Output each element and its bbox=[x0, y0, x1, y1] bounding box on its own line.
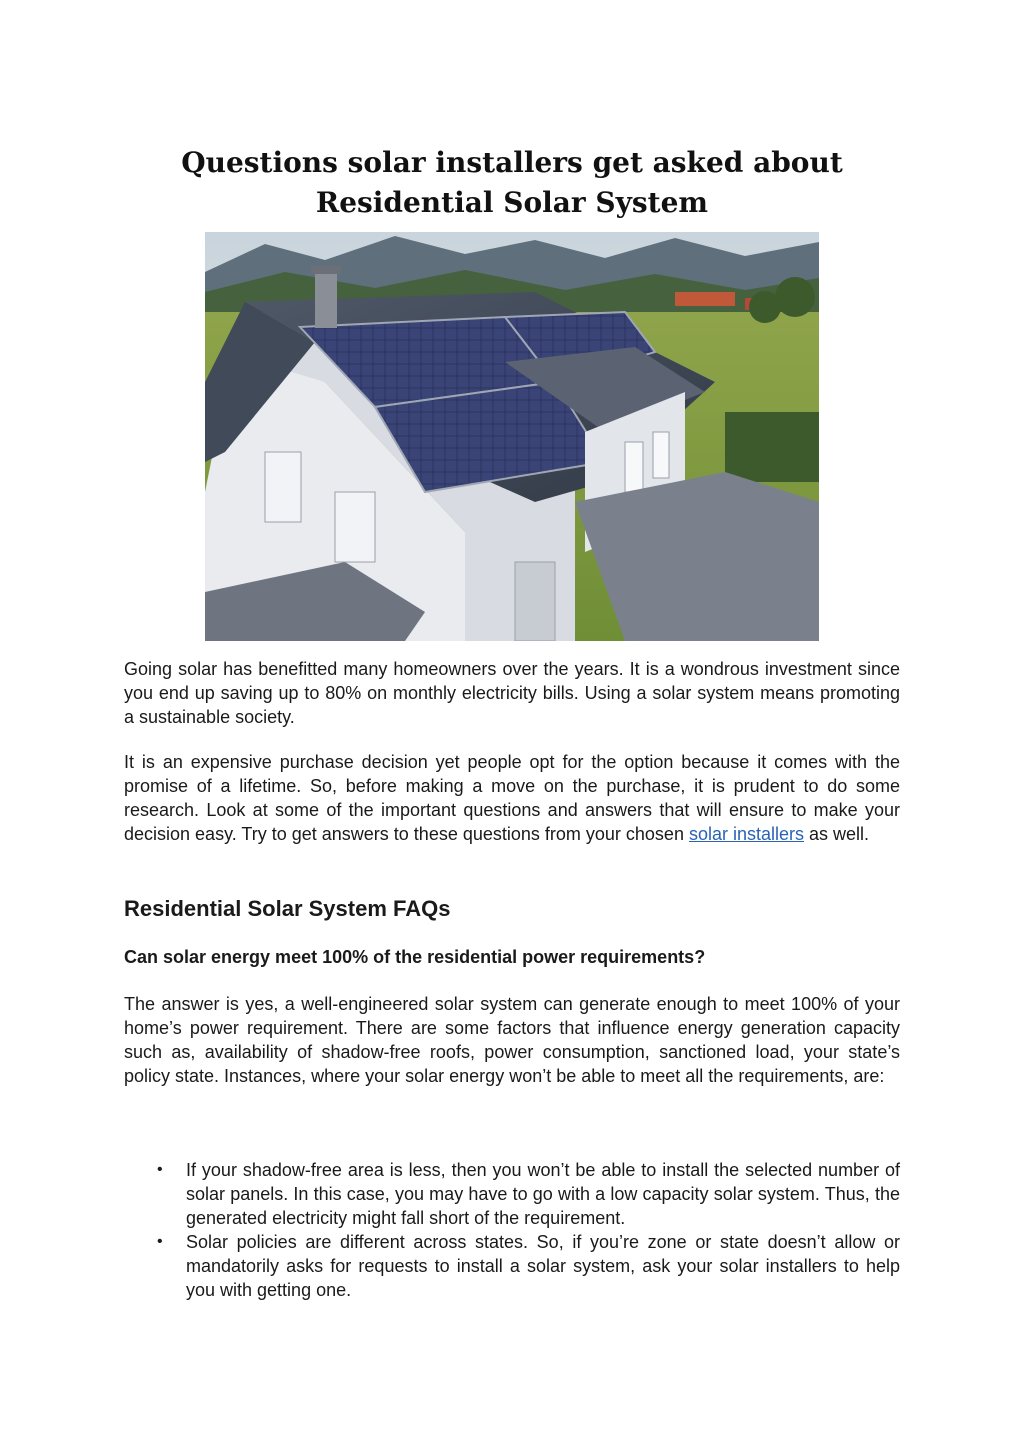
section-heading: Residential Solar System FAQs bbox=[124, 896, 451, 921]
title-line-1: Questions solar installers get asked about bbox=[181, 145, 843, 179]
bullet-icon: • bbox=[157, 1161, 163, 1178]
list-item bbox=[124, 1158, 900, 1230]
bullet-icon: • bbox=[157, 1233, 163, 1250]
intro-paragraph: Going solar has benefitted many homeowners over the years. It is a wondrous investment since you end up saving up to 80% on monthly electricity bills. Using a solar system means promoting a sustainable society. bbox=[124, 659, 900, 727]
house-solar-photo bbox=[205, 232, 819, 641]
faq-question-1: Can solar energy meet 100% of the residential power requirements? bbox=[124, 947, 706, 967]
second-paragraph-text: It is an expensive purchase decision yet people opt for the option because it comes with the promise of a lifetime. So, before making a move on the purchase, it is prudent to do some research. Look at some of the important questions and answers that will ensure to make your decision easy. Try to get answers to these questions from your chosen bbox=[124, 752, 900, 844]
title-line-2: Residential Solar System bbox=[315, 185, 709, 219]
bullet-list bbox=[124, 1158, 900, 1302]
second-paragraph-tail: as well. bbox=[804, 824, 870, 844]
list-item bbox=[124, 1230, 900, 1302]
faq-answer-1: The answer is yes, a well-engineered solar system can generate enough to meet 100% of your home’s power requirement. There are some factors that influence energy generation capacity such as, availability of shadow-free roofs, power consumption, sanctioned load, your state’s policy state. Instances, where your solar energy won’t be able to meet all the requirements, are: bbox=[124, 994, 900, 1086]
solar-installers-link[interactable]: solar installers bbox=[688, 824, 804, 844]
list-item-text: If your shadow-free area is less, then you won’t be able to install the selected number of solar panels. In this case, you may have to go with a low capacity solar system. Thus, the generated electricity might fall short of the requirement. bbox=[186, 1160, 900, 1228]
list-item-text: Solar policies are different across states. So, if you’re zone or state doesn’t allow or mandatorily asks for requests to install a solar system, ask your solar installers to help you with getting one. bbox=[186, 1232, 900, 1300]
page-title bbox=[124, 143, 900, 223]
second-paragraph bbox=[124, 750, 900, 846]
